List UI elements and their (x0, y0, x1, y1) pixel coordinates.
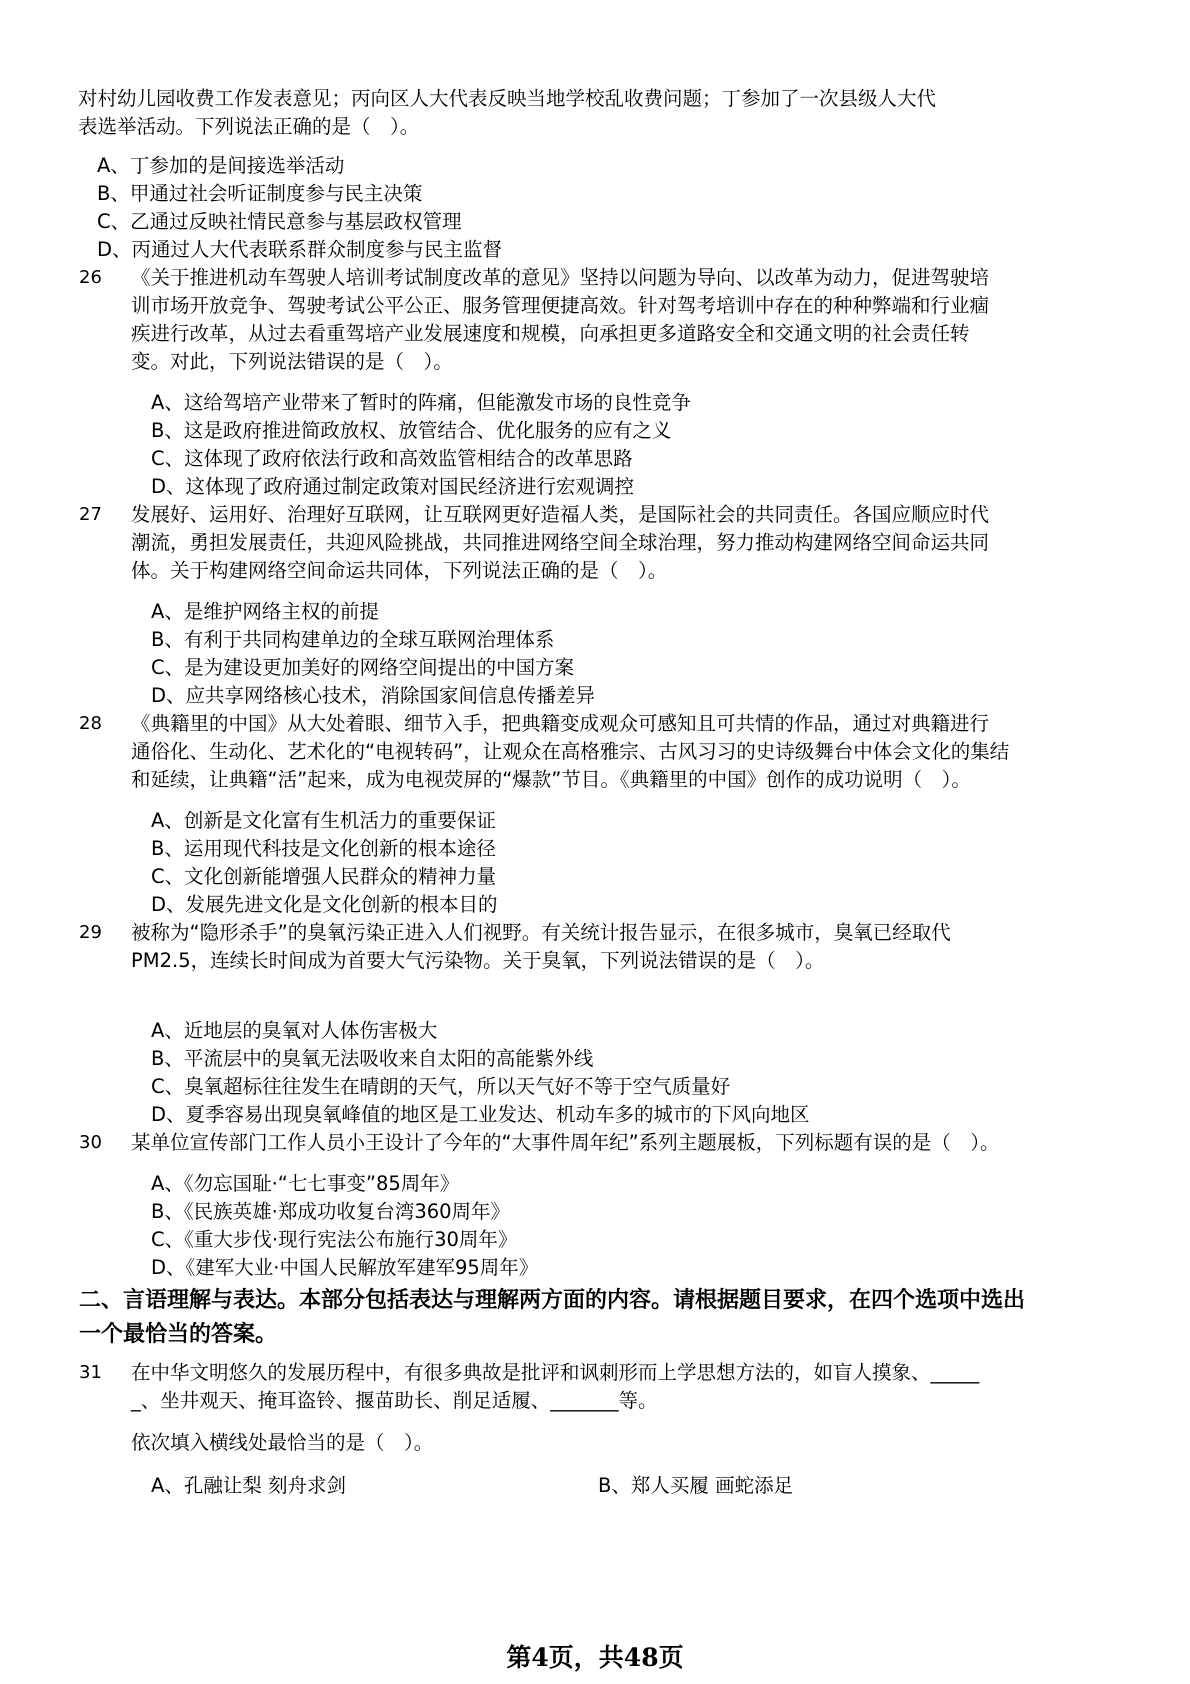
section-heading: 二、言语理解与表达。本部分包括表达与理解两方面的内容。请根据题目要求，在四个选项中选出 (79, 1288, 1026, 1313)
question-stem: 疾进行改革，从过去看重驾培产业发展速度和规模，向承担更多道路安全和交通文明的社会责任转 (131, 322, 970, 345)
option: D、《建军大业·中国人民解放军建军95周年》 (151, 1256, 539, 1279)
question-stem: _、坐井观天、掩耳盗铃、揠苗助长、削足适履、_______等。 (131, 1389, 658, 1412)
option: B、平流层中的臭氧无法吸收来自太阳的高能紫外线 (151, 1047, 594, 1070)
intro-line: 对村幼儿园收费工作发表意见；丙向区人大代表反映当地学校乱收费问题；丁参加了一次县级人大代 (78, 87, 937, 110)
section-heading: 一个最恰当的答案。 (79, 1322, 278, 1347)
question-stem: 潮流，勇担发展责任，共迎风险挑战，共同推进网络空间全球治理，努力推动构建网络空间命运共同 (131, 531, 990, 554)
question-number: 30 (79, 1132, 102, 1153)
option: D、这体现了政府通过制定政策对国民经济进行宏观调控 (151, 475, 635, 498)
question-stem: 《关于推进机动车驾驶人培训考试制度改革的意见》坚持以问题为导向、以改革为动力，促进驾驶培 (131, 266, 990, 289)
option: A、孔融让梨 刻舟求剑 (151, 1474, 347, 1497)
question-stem: 训市场开放竞争、驾驶考试公平公正、服务管理便捷高效。针对驾考培训中存在的种种弊端和行业痼 (131, 294, 990, 317)
option: B、有利于共同构建单边的全球互联网治理体系 (151, 628, 555, 651)
question-stem: PM2.5，连续长时间成为首要大气污染物。关于臭氧，下列说法错误的是（ ）。 (131, 949, 825, 972)
question-stem: 和延续，让典籍“活”起来，成为电视荧屏的“爆款”节目。《典籍里的中国》创作的成功说明（ ）。 (131, 768, 971, 791)
intro-line: 表选举活动。下列说法正确的是（ ）。 (78, 115, 420, 138)
question-number: 29 (79, 922, 102, 943)
option: C、乙通过反映社情民意参与基层政权管理 (97, 210, 462, 233)
option: B、《民族英雄·郑成功收复台湾360周年》 (151, 1200, 511, 1223)
option: C、臭氧超标往往发生在晴朗的天气，所以天气好不等于空气质量好 (151, 1075, 731, 1098)
question-stem: 体。关于构建网络空间命运共同体，下列说法正确的是（ ）。 (131, 559, 668, 582)
option: C、这体现了政府依法行政和高效监管相结合的改革思路 (151, 447, 633, 470)
option: A、创新是文化富有生机活力的重要保证 (151, 809, 496, 832)
option: D、夏季容易出现臭氧峰值的地区是工业发达、机动车多的城市的下风向地区 (151, 1103, 810, 1126)
question-stem: 变。对此，下列说法错误的是（ ）。 (131, 350, 453, 373)
option: D、发展先进文化是文化创新的根本目的 (151, 893, 498, 916)
option: B、甲通过社会听证制度参与民主决策 (97, 182, 423, 205)
question-stem: 某单位宣传部门工作人员小王设计了今年的“大事件周年纪”系列主题展板，下列标题有误的是（ ）。 (131, 1131, 1000, 1154)
question-stem: 发展好、运用好、治理好互联网，让互联网更好造福人类，是国际社会的共同责任。各国应顺应时代 (131, 503, 990, 526)
question-number: 26 (79, 267, 102, 288)
option: D、丙通过人大代表联系群众制度参与民主监督 (97, 238, 503, 261)
option: B、这是政府推进简政放权、放管结合、优化服务的应有之义 (151, 419, 672, 442)
option: A、这给驾培产业带来了暂时的阵痛，但能激发市场的良性竞争 (151, 391, 691, 414)
option: A、丁参加的是间接选举活动 (97, 154, 345, 177)
question-stem: 在中华文明悠久的发展历程中，有很多典故是批评和讽刺形而上学思想方法的，如盲人摸象、_____ (131, 1361, 980, 1384)
option: C、是为建设更加美好的网络空间提出的中国方案 (151, 656, 575, 679)
question-number: 28 (79, 713, 102, 734)
question-stem: 被称为“隐形杀手”的臭氧污染正进入人们视野。有关统计报告显示，在很多城市，臭氧已经取代 (131, 921, 951, 944)
option: A、《勿忘国耻·“七七事变”85周年》 (151, 1172, 460, 1195)
question-number: 31 (79, 1362, 102, 1383)
question-stem: 《典籍里的中国》从大处着眼、细节入手，把典籍变成观众可感知且可共情的作品，通过对典籍进行 (131, 712, 990, 735)
question-stem: 通俗化、生动化、艺术化的“电视转码”，让观众在高格雅宗、古风习习的史诗级舞台中体会文化的集结 (131, 740, 1010, 763)
question-number: 27 (79, 504, 102, 525)
option: C、文化创新能增强人民群众的精神力量 (151, 865, 497, 888)
option: B、郑人买履 画蛇添足 (598, 1474, 794, 1497)
option: B、运用现代科技是文化创新的根本途径 (151, 837, 496, 860)
option: A、是维护网络主权的前提 (151, 600, 379, 623)
option: D、应共享网络核心技术，消除国家间信息传播差异 (151, 684, 596, 707)
option: C、《重大步伐·现行宪法公布施行30周年》 (151, 1228, 518, 1251)
question-instruction: 依次填入横线处最恰当的是（ ）。 (131, 1431, 434, 1454)
option: A、近地层的臭氧对人体伤害极大 (151, 1019, 438, 1042)
page-number: 第4页，共48页 (506, 1643, 684, 1672)
